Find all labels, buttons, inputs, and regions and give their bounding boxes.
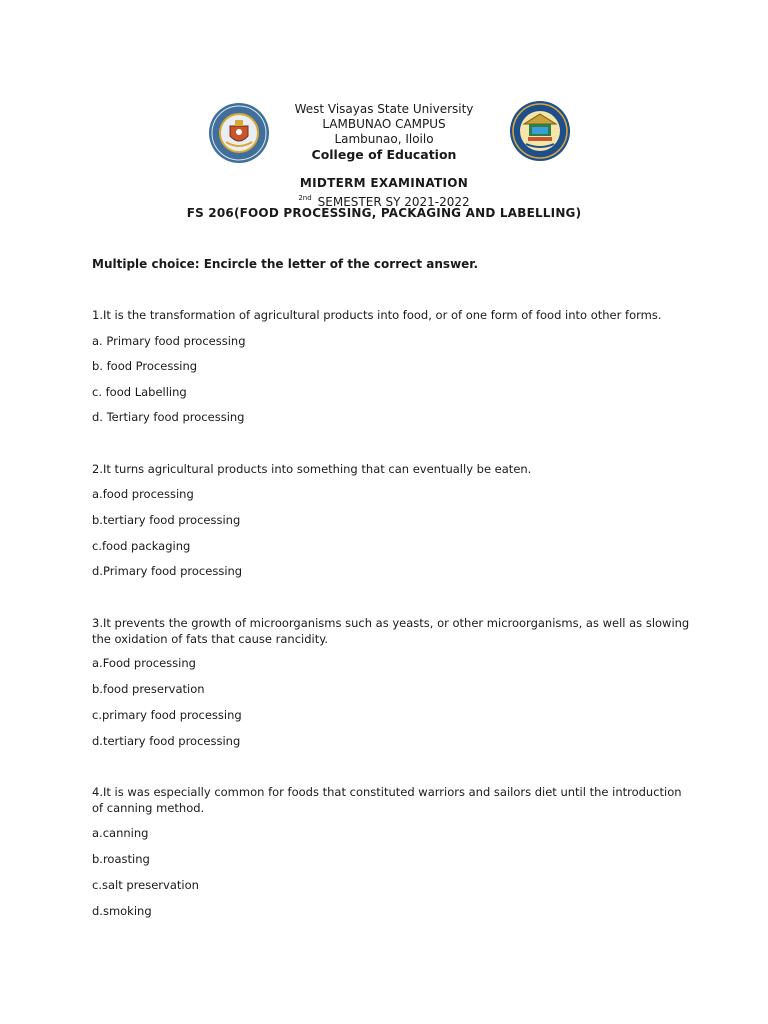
- exam-title: MIDTERM EXAMINATION: [299, 176, 469, 190]
- college-name: College of Education: [311, 147, 457, 162]
- answer-option: b.food preservation: [92, 682, 205, 696]
- campus-location: Lambunao, Iloilo: [334, 132, 434, 146]
- question-text: 1.It is the transformation of agricultural products into food, or of one form of food into other forms.: [92, 308, 662, 322]
- semester-text: SEMESTER SY 2021-2022: [317, 195, 470, 209]
- campus-name: LAMBUNAO CAMPUS: [322, 117, 446, 131]
- instructions: Multiple choice: Encircle the letter of the correct answer.: [92, 257, 479, 271]
- answer-option: d. Tertiary food processing: [92, 410, 245, 424]
- answer-option: b. food Processing: [92, 359, 198, 373]
- question-text: 3.It prevents the growth of microorganisms such as yeasts, or other microorganisms, as well as slowing the oxidation of fats that cause rancidity.: [92, 616, 690, 646]
- answer-option: b.roasting: [92, 852, 150, 866]
- course-title: FS 206(FOOD PROCESSING, PACKAGING AND LABELLING): [186, 206, 582, 220]
- answer-option: a. Primary food processing: [92, 334, 246, 348]
- answer-option: a.food processing: [92, 487, 194, 501]
- answer-option: d.smoking: [92, 904, 152, 918]
- semester-ordinal: 2nd: [298, 194, 312, 202]
- answer-option: c.primary food processing: [92, 708, 242, 722]
- answer-option: c.food packaging: [92, 539, 191, 553]
- answer-option: a.Food processing: [92, 656, 196, 670]
- answer-option: d.Primary food processing: [92, 564, 243, 578]
- answer-option: c. food Labelling: [92, 385, 187, 399]
- answer-option: c.salt preservation: [92, 878, 199, 892]
- question-text: 4.It is was especially common for foods that constituted warriors and sailors diet until the introduction of canning method.: [92, 785, 682, 815]
- question-text: 2.It turns agricultural products into something that can eventually be eaten.: [92, 462, 532, 476]
- university-name: West Visayas State University: [294, 102, 474, 116]
- answer-option: b.tertiary food processing: [92, 513, 241, 527]
- answer-option: d.tertiary food processing: [92, 734, 241, 748]
- answer-option: a.canning: [92, 826, 149, 840]
